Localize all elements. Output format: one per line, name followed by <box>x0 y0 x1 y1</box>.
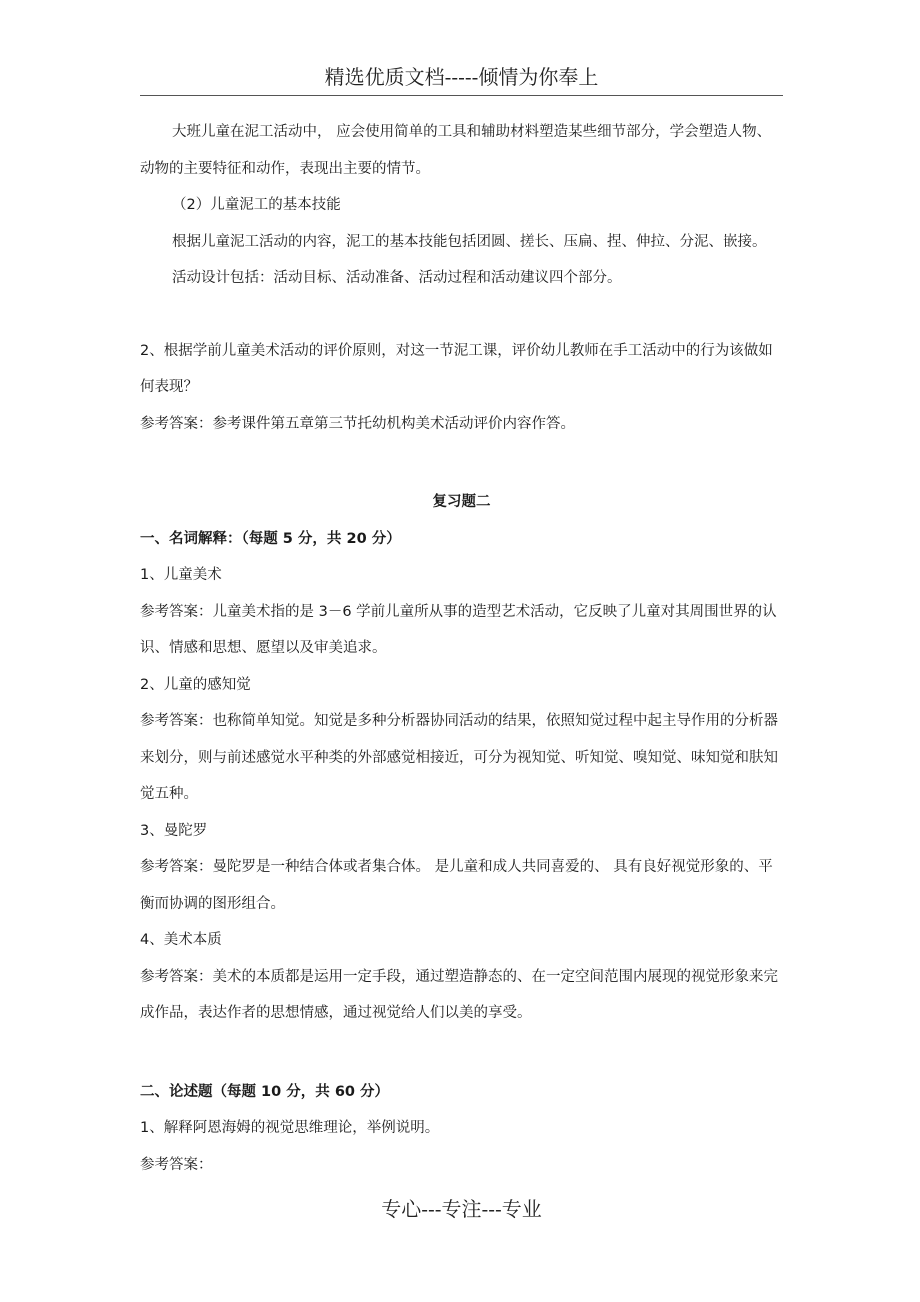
paragraph-activity-design: 活动设计包括：活动目标、活动准备、活动过程和活动建议四个部分。 <box>172 270 622 286</box>
answer-2: 参考答案：参考课件第五章第三节托幼机构美术活动评价内容作答。 <box>140 415 575 432</box>
term-4: 4、美术本质 <box>140 932 222 948</box>
essay-answer-1: 参考答案： <box>140 1156 213 1173</box>
term-4-answer: 参考答案：美术的本质都是运用一定手段，通过塑造静态的、在一定空间范围内展现的视觉形象来完成作品，表达作者的思想情感，通过视觉给人们以美的享受。 <box>140 968 778 1021</box>
spacer <box>140 1032 783 1074</box>
spacer <box>140 442 783 484</box>
term-1: 1、儿童美术 <box>140 567 222 583</box>
subheading-clay-skills: （2）儿童泥工的基本技能 <box>172 197 341 213</box>
page-footer: 专心---专注---专业 <box>381 1197 542 1221</box>
term-3-answer: 参考答案：曼陀罗是一种结合体或者集合体。 是儿童和成人共同喜爱的、 具有良好视觉形象的、平衡而协调的图形组合。 <box>140 859 773 912</box>
question-2: 2、根据学前儿童美术活动的评价原则，对这一节泥工课，评价幼儿教师在手工活动中的行为该做如何表现？ <box>140 342 773 395</box>
term-2-answer: 参考答案：也称简单知觉。知觉是多种分析器协同活动的结果，依照知觉过程中起主导作用的分析器来划分，则与前述感觉水平种类的外部感觉相接近，可分为视知觉、听知觉、嗅知觉、味知觉和肤知觉五种。 <box>140 713 778 802</box>
term-3: 3、曼陀罗 <box>140 822 208 839</box>
spacer <box>140 297 783 333</box>
header-divider <box>140 95 783 96</box>
part2-heading: 二、论述题（每题 10 分，共 60 分） <box>140 1083 390 1100</box>
term-2: 2、儿童的感知觉 <box>140 676 251 693</box>
part1-heading: 一、名词解释：（每题 5 分，共 20 分） <box>140 530 401 547</box>
section-title: 复习题二 <box>432 494 491 510</box>
paragraph-clay-techniques: 根据儿童泥工活动的内容，泥工的基本技能包括团圆、搓长、压扁、捏、伸拉、分泥、嵌接。 <box>172 233 767 250</box>
document-body <box>140 114 783 1183</box>
essay-question-1: 1、解释阿恩海姆的视觉思维理论，举例说明。 <box>140 1120 440 1136</box>
paragraph-clay-activity: 大班儿童在泥工活动中， 应会使用简单的工具和辅助材料塑造某些细节部分，学会塑造人物、动物的主要特征和动作，表现出主要的情节。 <box>140 124 772 177</box>
page-header: 精选优质文档-----倾情为你奉上 <box>324 65 599 89</box>
term-1-answer: 参考答案：儿童美术指的是 3－6 学前儿童所从事的造型艺术活动，它反映了儿童对其周围世界的认识、情感和思想、愿望以及审美追求。 <box>140 603 777 656</box>
